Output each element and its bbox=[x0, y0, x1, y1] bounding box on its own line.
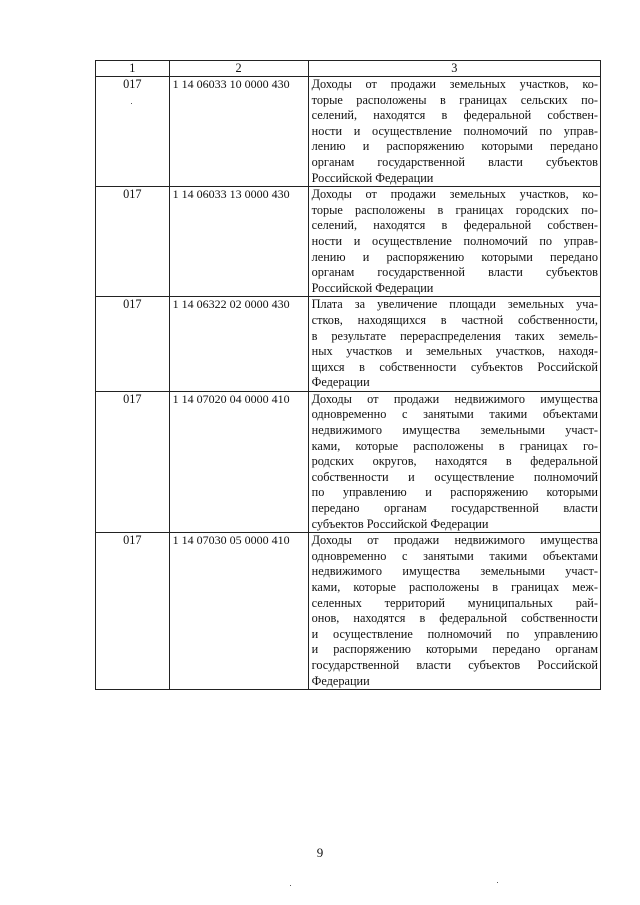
description-line: Российской Федерации bbox=[311, 280, 434, 295]
description-line: одновременно с занятыми такими объектами bbox=[311, 548, 598, 563]
description-line: Федерации bbox=[311, 673, 370, 688]
table-body bbox=[96, 77, 601, 690]
description-line: Доходы от продажи земельных участков, ко- bbox=[311, 77, 598, 91]
description-line: селенных территорий муниципальных рай- bbox=[311, 595, 598, 610]
description-line: передано органам государственной власти bbox=[311, 501, 598, 516]
description-line: селений, находятся в федеральной собствен- bbox=[311, 218, 598, 233]
description-line: Российской Федерации bbox=[311, 170, 434, 185]
column-header-2: 2 bbox=[169, 61, 308, 77]
revenue-description-cell bbox=[308, 77, 600, 187]
table-row bbox=[96, 187, 601, 297]
budget-classification-code-cell: 1 14 06033 13 0000 430 bbox=[169, 187, 308, 297]
budget-classification-code-cell: 1 14 06322 02 0000 430 bbox=[169, 297, 308, 392]
revenue-description-cell bbox=[308, 533, 600, 690]
description-line: ками, которые расположены в границах го- bbox=[311, 438, 598, 453]
description-line: недвижимого имущества земельными участ- bbox=[311, 423, 598, 438]
description-line: родских округов, находятся в федеральной bbox=[311, 454, 598, 469]
scan-speck bbox=[131, 103, 132, 104]
admin-code-cell: 017 bbox=[96, 391, 170, 532]
budget-classification-code-cell: 1 14 07020 04 0000 410 bbox=[169, 391, 308, 532]
description-line: и осуществление полномочий по управлению bbox=[311, 626, 598, 641]
description-line: государственной власти субъектов Российской bbox=[311, 657, 598, 672]
description-line: одновременно с занятыми такими объектами bbox=[311, 407, 598, 422]
description-line: и распоряжению которыми передано органам bbox=[311, 642, 598, 657]
description-line: Доходы от продажи земельных участков, ко- bbox=[311, 187, 598, 202]
description-line: субъектов Российской Федерации bbox=[311, 516, 489, 531]
description-line: Доходы от продажи недвижимого имущества bbox=[311, 391, 598, 406]
description-line: стков, находящихся в частной собственности, bbox=[311, 312, 598, 327]
description-line: лению и распоряжению которыми передано bbox=[311, 139, 598, 154]
revenue-description-cell bbox=[308, 187, 600, 297]
admin-code-cell: 017 bbox=[96, 533, 170, 690]
description-line: Доходы от продажи недвижимого имущества bbox=[311, 533, 598, 548]
table-header-row bbox=[96, 61, 601, 77]
table-row bbox=[96, 533, 601, 690]
description-line: органам государственной власти субъектов bbox=[311, 265, 598, 280]
column-header-3: 3 bbox=[308, 61, 600, 77]
admin-code-cell: 017 bbox=[96, 77, 170, 187]
description-line: лению и распоряжению которыми передано bbox=[311, 249, 598, 264]
table-row bbox=[96, 297, 601, 392]
admin-code-cell: 017 bbox=[96, 297, 170, 392]
description-line: Плата за увеличение площади земельных уча- bbox=[311, 297, 598, 312]
description-line: ками, которые расположены в границах меж- bbox=[311, 580, 598, 594]
revenue-code-table bbox=[95, 60, 601, 690]
page-number: 9 bbox=[316, 845, 324, 860]
description-line: торые расположены в границах городских по- bbox=[311, 202, 598, 217]
table-row bbox=[96, 77, 601, 187]
description-line: ных участков и земельных участков, находя- bbox=[311, 344, 598, 359]
table-row bbox=[96, 391, 601, 532]
description-line: селений, находятся в федеральной собствен- bbox=[311, 108, 598, 123]
column-header-1: 1 bbox=[96, 61, 170, 77]
budget-classification-code-cell: 1 14 06033 10 0000 430 bbox=[169, 77, 308, 187]
scan-speck bbox=[497, 882, 498, 883]
description-line: торые расположены в границах сельских по- bbox=[311, 92, 598, 107]
description-line: собственности и осуществление полномочий bbox=[311, 469, 598, 484]
description-line: органам государственной власти субъектов bbox=[311, 154, 598, 169]
description-line: по управлению и распоряжению которыми bbox=[311, 485, 598, 500]
scan-speck bbox=[290, 885, 291, 886]
description-line: ности и осуществление полномочий по управ- bbox=[311, 233, 598, 248]
description-line: щихся в собственности субъектов Российской bbox=[311, 359, 598, 374]
revenue-description-cell bbox=[308, 391, 600, 532]
description-line: онов, находятся в федеральной собственности bbox=[311, 611, 598, 626]
description-line: недвижимого имущества земельными участ- bbox=[311, 564, 598, 579]
description-line: Федерации bbox=[311, 375, 370, 390]
budget-classification-code-cell: 1 14 07030 05 0000 410 bbox=[169, 533, 308, 690]
description-line: в результате перераспределения таких земель- bbox=[311, 328, 598, 343]
description-line: ности и осуществление полномочий по управ- bbox=[311, 123, 598, 138]
revenue-description-cell bbox=[308, 297, 600, 392]
admin-code-cell: 017 bbox=[96, 187, 170, 297]
